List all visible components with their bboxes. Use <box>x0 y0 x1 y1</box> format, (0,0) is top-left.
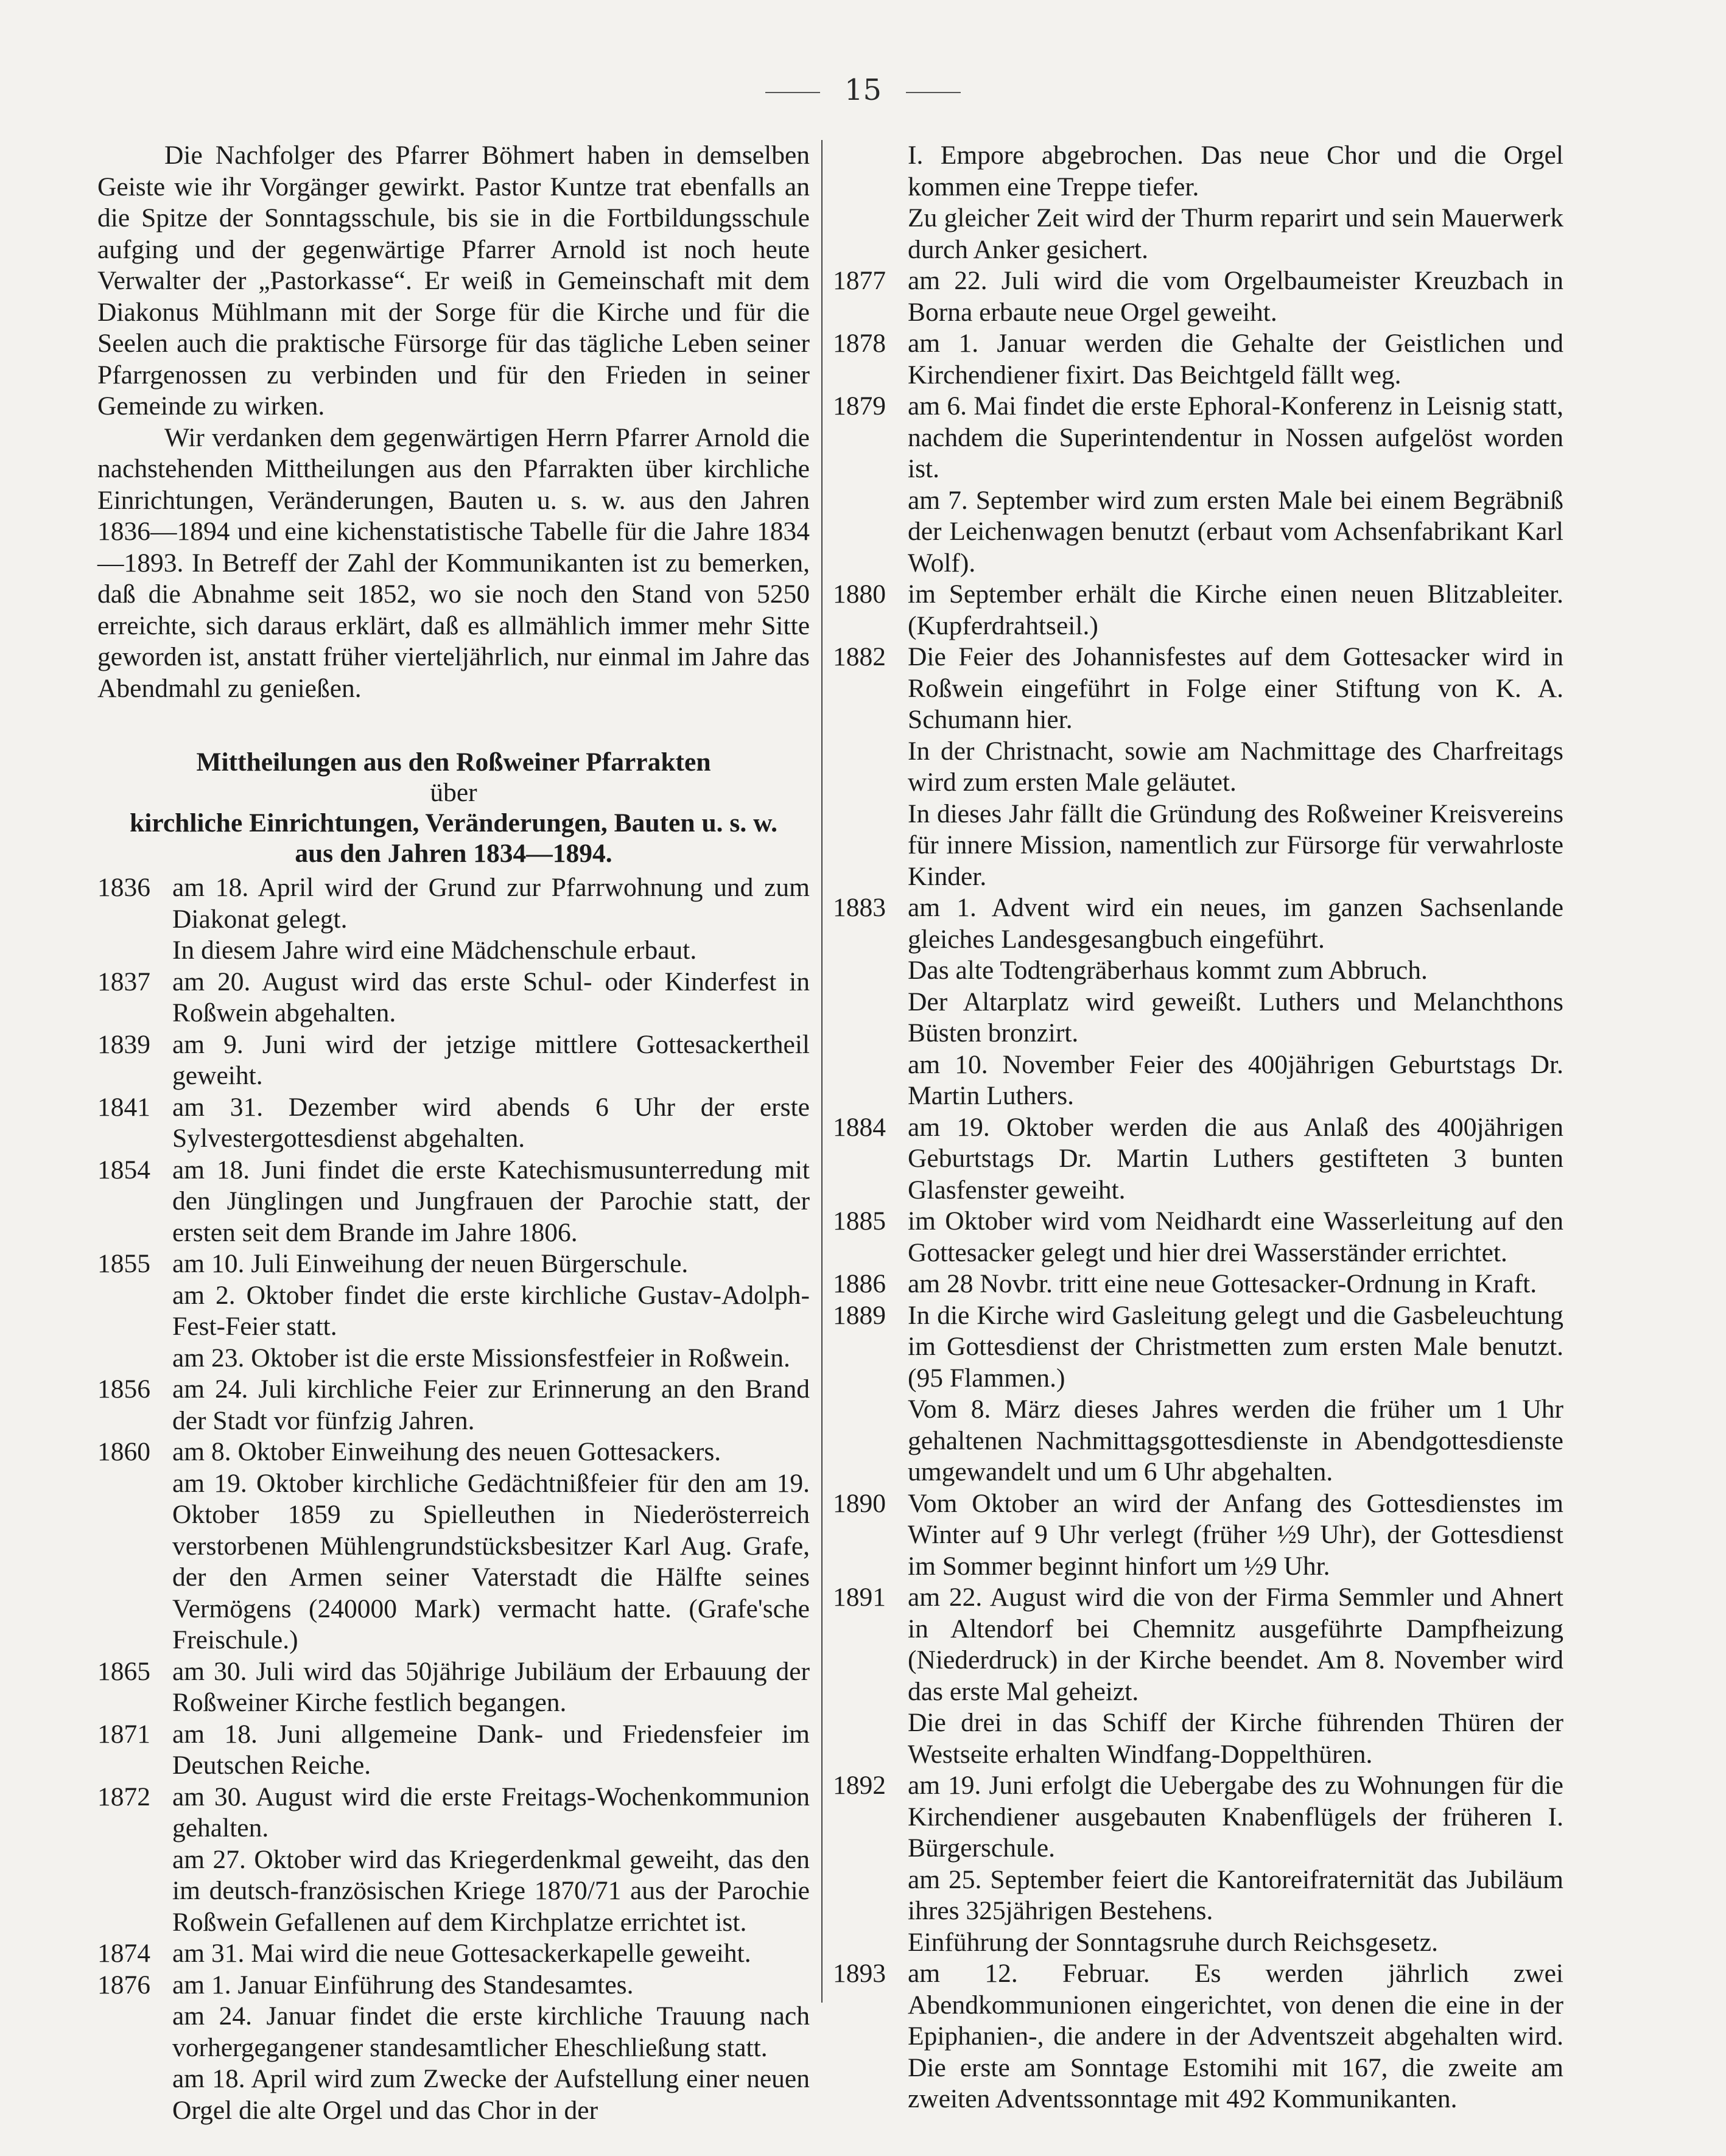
chronicle-entry <box>97 1155 810 1249</box>
chronicle-entry <box>833 1770 1563 1958</box>
chronicle-entry <box>833 1112 1563 1206</box>
entry-year: 1837 <box>97 967 150 996</box>
entry-text: am 18. April wird der Grund zur Pfarrwohnung und zum Diakonat gelegt. <box>172 873 810 934</box>
chronicle-entry <box>97 1437 810 1656</box>
entry-year: 1854 <box>97 1155 150 1185</box>
chronicle-entry <box>97 1374 810 1437</box>
section-heading <box>97 747 810 869</box>
entry-text: am 6. Mai findet die erste Ephoral-Konferenz in Leisnig statt, nachdem die Superintendentur in Nossen aufgelöst worden ist. <box>908 391 1563 483</box>
heading-line: kirchliche Einrichtungen, Veränderungen, Bauten u. s. w. <box>130 808 777 838</box>
heading-line: Mittheilungen aus den Roßweiner Pfarrakten <box>196 747 711 777</box>
entry-year: 1860 <box>97 1437 150 1466</box>
chronicle-entry <box>97 1029 810 1092</box>
entry-year: 1889 <box>833 1300 886 1330</box>
entry-text: am 19. Oktober kirchliche Gedächtnißfeier für den am 19. Oktober 1859 zu Spielleuthen in Niederösterreich verstorbenen Mühlengrundstücksbesitzer Karl Aug. Grafe, der den Armen seiner Vaterstadt die Hälfte seines Vermögens (240000 Mark) vermacht hatte. (Grafe'sche Freischule.) <box>172 1468 810 1654</box>
chronicle-entry <box>833 391 1563 579</box>
entry-text: am 18. Juni findet die erste Katechismusunterredung mit den Jünglingen und Jungfrauen der Parochie statt, der ersten seit dem Brande im Jahre 1806. <box>172 1155 810 1247</box>
entry-year: 1876 <box>97 1970 150 2000</box>
entry-text: am 8. Oktober Einweihung des neuen Gottesackers. <box>172 1437 721 1466</box>
chronicle-entry <box>833 642 1563 892</box>
chronicle-entry <box>97 1970 810 2127</box>
entry-year: 1839 <box>97 1029 150 1059</box>
entry-text: am 18. April wird zum Zwecke der Aufstellung einer neuen Orgel die alte Orgel und das Chor in der <box>172 2064 810 2125</box>
intro-paragraph: Die Nachfolger des Pfarrer Böhmert haben in demselben Geiste wie ihr Vorgänger gewirkt. Pastor Kuntze trat ebenfalls an die Spitze der Sonntagsschule, bis sie in die Fortbildungsschule aufging und der gegenwärtige Pfarrer Arnold ist noch heute Verwalter der „Pastorkasse“. Er weiß in Gemeinschaft mit dem Diakonus Mühlmann mit der Sorge für die Kirche und für die Seelen auch die praktische Fürsorge für das tägliche Leben seiner Pfarrgenossen zu verbinden und für den Frieden in seiner Gemeinde zu wirken. <box>97 141 810 421</box>
entry-year: 1836 <box>97 873 150 902</box>
chronicle-entry <box>97 967 810 1029</box>
entry-text: am 25. September feiert die Kantoreifraternität das Jubiläum ihres 325jährigen Bestehens. <box>908 1864 1563 1925</box>
entry-text: am 24. Juli kirchliche Feier zur Erinnerung an den Brand der Stadt vor fünfzig Jahren. <box>172 1374 810 1435</box>
entry-year: 1865 <box>97 1656 150 1686</box>
entry-year: 1872 <box>97 1782 150 1811</box>
entry-year: 1855 <box>97 1249 150 1278</box>
entry-text: Vom 8. März dieses Jahres werden die früher um 1 Uhr gehaltenen Nachmittagsgottesdienste in Abendgottesdienste umgewandelt und um 6 Uhr abgehalten. <box>908 1395 1563 1486</box>
entry-text: Der Altarplatz wird geweißt. Luthers und Melanchthons Büsten bronzirt. <box>908 987 1563 1048</box>
entry-text: am 23. Oktober ist die erste Missionsfestfeier in Roßwein. <box>172 1343 790 1373</box>
chronicle-entry <box>833 1300 1563 1488</box>
entry-year: 1841 <box>97 1092 150 1122</box>
entry-text: am 30. August wird die erste Freitags-Wochenkommunion gehalten. <box>172 1782 810 1843</box>
chronicle-list-left <box>97 872 810 2126</box>
entry-text: am 12. Februar. Es werden jährlich zwei Abendkommunionen eingerichtet, von denen die eine in der Epiphanien-, die andere in der Adventszeit abgehalten wird. Die erste am Sonntage Estomihi mit 167, die zweite am zweiten Adventssonntage mit 492 Kommunikanten. <box>908 1959 1563 2113</box>
heading-line: über <box>430 778 477 807</box>
entry-year: 1884 <box>833 1112 886 1142</box>
entry-text: Einführung der Sonntagsruhe durch Reichsgesetz. <box>908 1927 1438 1957</box>
entry-year: 1891 <box>833 1583 886 1612</box>
chronicle-entry <box>97 1656 810 1719</box>
entry-text: Das alte Todtengräberhaus kommt zum Abbruch. <box>908 956 1428 985</box>
entry-text: am 10. Juli Einweihung der neuen Bürgerschule. <box>172 1249 689 1278</box>
chronicle-entry <box>833 1582 1563 1770</box>
entry-text: In dieses Jahr fällt die Gründung des Roßweiner Kreisvereins für innere Mission, namentlich zur Fürsorge für verwahrloste Kinder. <box>908 799 1563 891</box>
page-number-text: 15 <box>844 73 882 107</box>
right-column <box>833 140 1563 2113</box>
entry-year: 1892 <box>833 1771 886 1800</box>
entry-text: am 1. Januar Einführung des Standesamtes. <box>172 1970 634 2000</box>
entry-text: im September erhält die Kirche einen neuen Blitzableiter. (Kupferdrahtseil.) <box>908 579 1563 640</box>
entry-text: am 22. Juli wird die vom Orgelbaumeister Kreuzbach in Borna erbaute neue Orgel geweiht. <box>908 266 1563 327</box>
entry-year: 1886 <box>833 1269 886 1298</box>
entry-text: I. Empore abgebrochen. Das neue Chor und die Orgel kommen eine Treppe tiefer. <box>908 141 1563 201</box>
entry-year: 1874 <box>97 1939 150 1968</box>
entry-text: am 22. August wird die von der Firma Semmler und Ahnert in Altendorf bei Chemnitz ausgeführte Dampfheizung (Niederdruck) in der Kirche beendet. Am 8. November wird das erste Mal geheizt. <box>908 1583 1563 1706</box>
chronicle-entry <box>97 1719 810 1782</box>
entry-text: In der Christnacht, sowie am Nachmittage des Charfreitags wird zum ersten Male geläutet. <box>908 736 1563 797</box>
entry-text: am 24. Januar findet die erste kirchliche Trauung nach vorhergegangener standesamtlicher Eheschließung statt. <box>172 2001 810 2062</box>
entry-text: am 18. Juni allgemeine Dank- und Friedensfeier im Deutschen Reiche. <box>172 1719 810 1780</box>
chronicle-entry <box>97 1092 810 1155</box>
entry-text: In die Kirche wird Gasleitung gelegt und die Gasbeleuchtung im Gottesdienst der Christmetten zum ersten Male benutzt. (95 Flammen.) <box>908 1300 1563 1393</box>
entry-text: am 10. November Feier des 400jährigen Geburtstags Dr. Martin Luthers. <box>908 1049 1563 1110</box>
entry-text: am 19. Juni erfolgt die Uebergabe des zu Wohnungen für die Kirchendiener ausgebauten Knabenflügels der früheren I. Bürgerschule. <box>908 1771 1563 1863</box>
entry-text: Die Feier des Johannisfestes auf dem Gottesacker wird in Roßwein eingeführt in Folge einer Stiftung von K. A. Schumann hier. <box>908 642 1563 734</box>
entry-text: am 30. Juli wird das 50jährige Jubiläum der Erbauung der Roßweiner Kirche festlich begangen. <box>172 1656 810 1717</box>
entry-text: am 2. Oktober findet die erste kirchliche Gustav-Adolph-Fest-Feier statt. <box>172 1280 810 1341</box>
entry-year: 1879 <box>833 391 886 421</box>
entry-text: am 19. Oktober werden die aus Anlaß des 400jährigen Geburtstags Dr. Martin Luthers gestifteten 3 bunten Glasfenster geweiht. <box>908 1112 1563 1205</box>
entry-text: im Oktober wird vom Neidhardt eine Wasserleitung auf den Gottesacker gelegt und hier drei Wasserständer errichtet. <box>908 1206 1563 1267</box>
chronicle-entry <box>833 892 1563 1112</box>
entry-year: 1871 <box>97 1719 150 1749</box>
chronicle-entry <box>97 1938 810 1970</box>
chronicle-entry <box>833 1958 1563 2115</box>
entry-text: am 27. Oktober wird das Kriegerdenkmal geweiht, das den im deutsch-französischen Kriege 1870/71 aus der Parochie Roßwein Gefallenen auf dem Kirchplatze errichtet ist. <box>172 1844 810 1937</box>
chronicle-entry <box>97 1782 810 1939</box>
entry-text: am 31. Mai wird die neue Gottesackerkapelle geweiht. <box>172 1939 751 1968</box>
page-number <box>0 73 1726 107</box>
chronicle-entry <box>833 579 1563 642</box>
entry-year: 1880 <box>833 579 886 609</box>
entry-year: 1885 <box>833 1206 886 1236</box>
entry-year: 1882 <box>833 642 886 671</box>
chronicle-entry <box>833 1206 1563 1269</box>
entry-text: am 9. Juni wird der jetzige mittlere Gottesackertheil geweiht. <box>172 1029 810 1090</box>
chronicle-entry <box>833 1488 1563 1583</box>
entry-year: 1890 <box>833 1488 886 1518</box>
entry-text: am 7. September wird zum ersten Male bei einem Begräbniß der Leichenwagen benutzt (erbaut vom Achsenfabrikant Karl Wolf). <box>908 485 1563 578</box>
chronicle-entry <box>833 1269 1563 1300</box>
entry-year: 1856 <box>97 1374 150 1404</box>
entry-year: 1883 <box>833 893 886 922</box>
entry-year: 1893 <box>833 1959 886 1988</box>
page-number-rule-right <box>906 92 961 93</box>
chronicle-entry <box>97 1248 810 1374</box>
entry-text: am 1. Advent wird ein neues, im ganzen Sachsenlande gleiches Landesgesangbuch eingeführt. <box>908 893 1563 954</box>
entry-year: 1878 <box>833 329 886 358</box>
entry-year: 1877 <box>833 266 886 295</box>
entry-text: am 1. Januar werden die Gehalte der Geistlichen und Kirchendiener fixirt. Das Beichtgeld fällt weg. <box>908 329 1563 390</box>
page-number-rule-left <box>765 92 820 93</box>
column-divider <box>821 140 823 2003</box>
entry-text: am 31. Dezember wird abends 6 Uhr der erste Sylvestergottesdienst abgehalten. <box>172 1092 810 1153</box>
entry-text: Vom Oktober an wird der Anfang des Gottesdienstes im Winter auf 9 Uhr verlegt (früher ½9 Uhr), der Gottesdienst im Sommer beginnt hinfort um ½9 Uhr. <box>908 1488 1563 1581</box>
entry-text: am 28 Novbr. tritt eine neue Gottesacker-Ordnung in Kraft. <box>908 1269 1537 1298</box>
chronicle-entry <box>833 328 1563 391</box>
chronicle-entry <box>833 265 1563 328</box>
chronicle-entry <box>833 140 1563 265</box>
left-column <box>97 140 810 2125</box>
entry-text: Zu gleicher Zeit wird der Thurm reparirt und sein Mauerwerk durch Anker gesichert. <box>908 203 1563 264</box>
heading-line: aus den Jahren 1834—1894. <box>295 839 612 868</box>
entry-text: Die drei in das Schiff der Kirche führenden Thüren der Westseite erhalten Windfang-Doppelthüren. <box>908 1708 1563 1769</box>
chronicle-entry <box>97 872 810 967</box>
entry-text: am 20. August wird das erste Schul- oder Kinderfest in Roßwein abgehalten. <box>172 967 810 1027</box>
entry-text: In diesem Jahre wird eine Mädchenschule erbaut. <box>172 936 697 965</box>
intro-paragraph: Wir verdanken dem gegenwärtigen Herrn Pfarrer Arnold die nachstehenden Mittheilungen aus den Pfarrakten über kirchliche Einrichtungen, Veränderungen, Bauten u. s. w. aus den Jahren 1836—1894 und eine kichenstatistische Tabelle für die Jahre 1834—1893. In Betreff der Zahl der Kommunikanten ist zu bemerken, daß die Abnahme seit 1852, wo sie noch den Stand von 5250 erreichte, sich daraus erklärt, daß es allmählich immer mehr Sitte geworden ist, anstatt früher vierteljährlich, nur einmal im Jahre das Abendmahl zu genießen. <box>97 422 810 703</box>
chronicle-list-right <box>833 140 1563 2115</box>
